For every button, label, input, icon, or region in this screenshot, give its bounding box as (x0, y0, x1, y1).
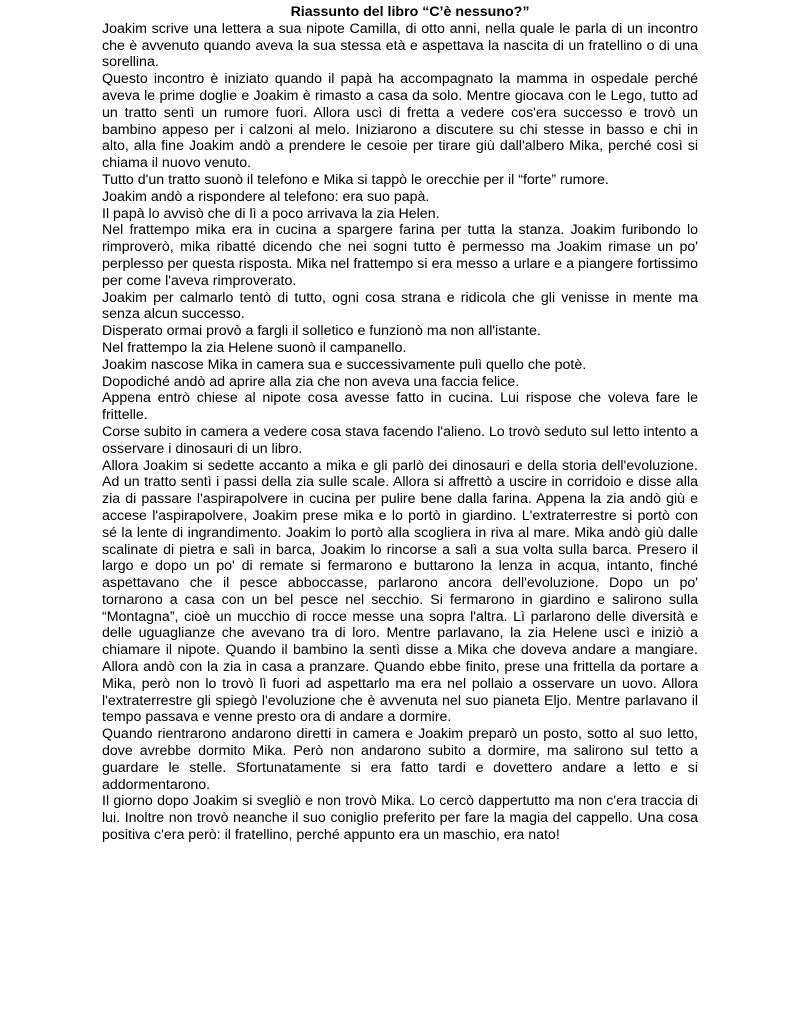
paragraph-12: Appena entrò chiese al nipote cosa avesse fatto in cucina. Lui rispose che voleva fare le frittelle. (102, 390, 698, 424)
paragraph-1: Joakim scrive una lettera a sua nipote Camilla, di otto anni, nella quale le parla di un incontro che è avvenuto quando aveva la sua stessa età e aspettava la nascita di un fratellino o di una sorellina. (102, 20, 698, 71)
paragraph-15: Quando rientrarono andarono diretti in camera e Joakim preparò un posto, sotto al suo letto, dove avrebbe dormito Mika. Però non andarono subito a dormire, ma salirono sul tetto a guardare le stelle. Sfortunatamente si era fatto tardi e dovettero andare a letto e si addormentarono. (102, 726, 698, 793)
paragraph-6: Nel frattempo mika era in cucina a spargere farina per tutta la stanza. Joakim furibondo lo rimproverò, mika ribatté dicendo che nei sogni tutto è permesso ma Joakim rimase un po' perplesso per questa risposta. Mika nel frattempo si era messo a urlare e a piangere fortissimo per come l'aveva rimproverato. (102, 222, 698, 289)
paragraph-5: Il papà lo avvisò che di lì a poco arrivava la zia Helen. (102, 205, 440, 222)
paragraph-14: Allora Joakim si sedette accanto a mika e gli parlò dei dinosauri e della storia dell'evoluzione. Ad un tratto sentì i passi della zia sulle scale. Allora si affrettò a uscire in corridoio e disse alla zia di passare l'aspirapolvere in cucina per pulire bene dalla farina. Appena la zia andò giù e accese l'aspirapolvere, Joakim prese mika e lo portò in giardino. L'extraterrestre si portò con sé la lente di ingrandimento. Joakim lo portò alla scogliera in riva al mare. Mika andò giù dalle scalinate di pietra e salì in barca, Joakim lo rincorse a salì a sua volta sulla barca. Presero il largo e dopo un po' di remate si fermarono e buttarono la lenza in acqua, intanto, finché aspettavano che il pesce abboccasse, parlarono ancora dell'evoluzione. Dopo un po' tornarono a casa con un bel pesce nel secchio. Si fermarono in giardino e salirono sulla “Montagna”, cioè un mucchio di rocce messe una sopra l'altra. Lì parlarono delle diversità e delle uguaglianze che avevano tra di loro. Mentre parlavano, la zia Helene uscì e iniziò a chiamare il nipote. Quando il bambino la sentì disse a Mika che doveva andare a mangiare. Allora andò con la zia in casa a pranzare. Quando ebbe finito, prese una frittella da portare a Mika, però non lo trovò lì fuori ad aspettarlo ma era nel pollaio a osservare un uovo. Allora l'extraterrestre gli spiegò l'evoluzione che è avvenuta nel suo pianeta Eljo. Mentre parlavano il tempo passava e venne presto ora di andare a dormire. (102, 457, 698, 726)
paragraph-10: Joakim nascose Mika in camera sua e successivamente pulì quello che potè. (102, 356, 587, 373)
paragraph-2: Questo incontro è iniziato quando il papà ha accompagnato la mamma in ospedale perché aveva le prime doglie e Joakim è rimasto a casa da solo. Mentre giocava con le Lego, tutto ad un tratto sentì un rumore fuori. Allora uscì di fretta a vedere cos'era successo e trovò un bambino appeso per i calzoni al melo. Iniziarono a discutere su chi stesse in basso e chi in alto, alla fine Joakim andò a prendere le cesoie per tirare giù dall'albero Mika, perché così si chiama il nuovo venuto. (102, 71, 698, 172)
document-page (102, 4, 698, 844)
paragraph-16: Il giorno dopo Joakim si svegliò e non trovò Mika. Lo cercò dappertutto ma non c'era traccia di lui. Inoltre non trovò neanche il suo coniglio preferito per fare la magia del cappello. Una cosa positiva c'era però: il fratellino, perché appunto era un maschio, era nato! (102, 793, 698, 844)
paragraph-4: Joakim andò a rispondere al telefono: era suo papà. (102, 188, 430, 205)
paragraph-7: Joakim per calmarlo tentò di tutto, ogni cosa strana e ridicola che gli venisse in mente ma senza alcun successo. (102, 289, 698, 323)
paragraph-3: Tutto d'un tratto suonò il telefono e Mika si tappò le orecchie per il “forte” rumore. (102, 171, 609, 188)
document-title: Riassunto del libro “C’è nessuno?” (290, 4, 530, 20)
paragraph-8: Disperato ormai provò a fargli il solletico e funzionò ma non all'istante. (102, 323, 541, 340)
paragraph-13: Corse subito in camera a vedere cosa stava facendo l'alieno. Lo trovò seduto sul letto intento a osservare i dinosauri di un libro. (102, 423, 698, 457)
paragraph-11: Dopodiché andò ad aprire alla zia che non aveva una faccia felice. (102, 373, 520, 390)
paragraph-9: Nel frattempo la zia Helene suonò il campanello. (102, 339, 407, 356)
